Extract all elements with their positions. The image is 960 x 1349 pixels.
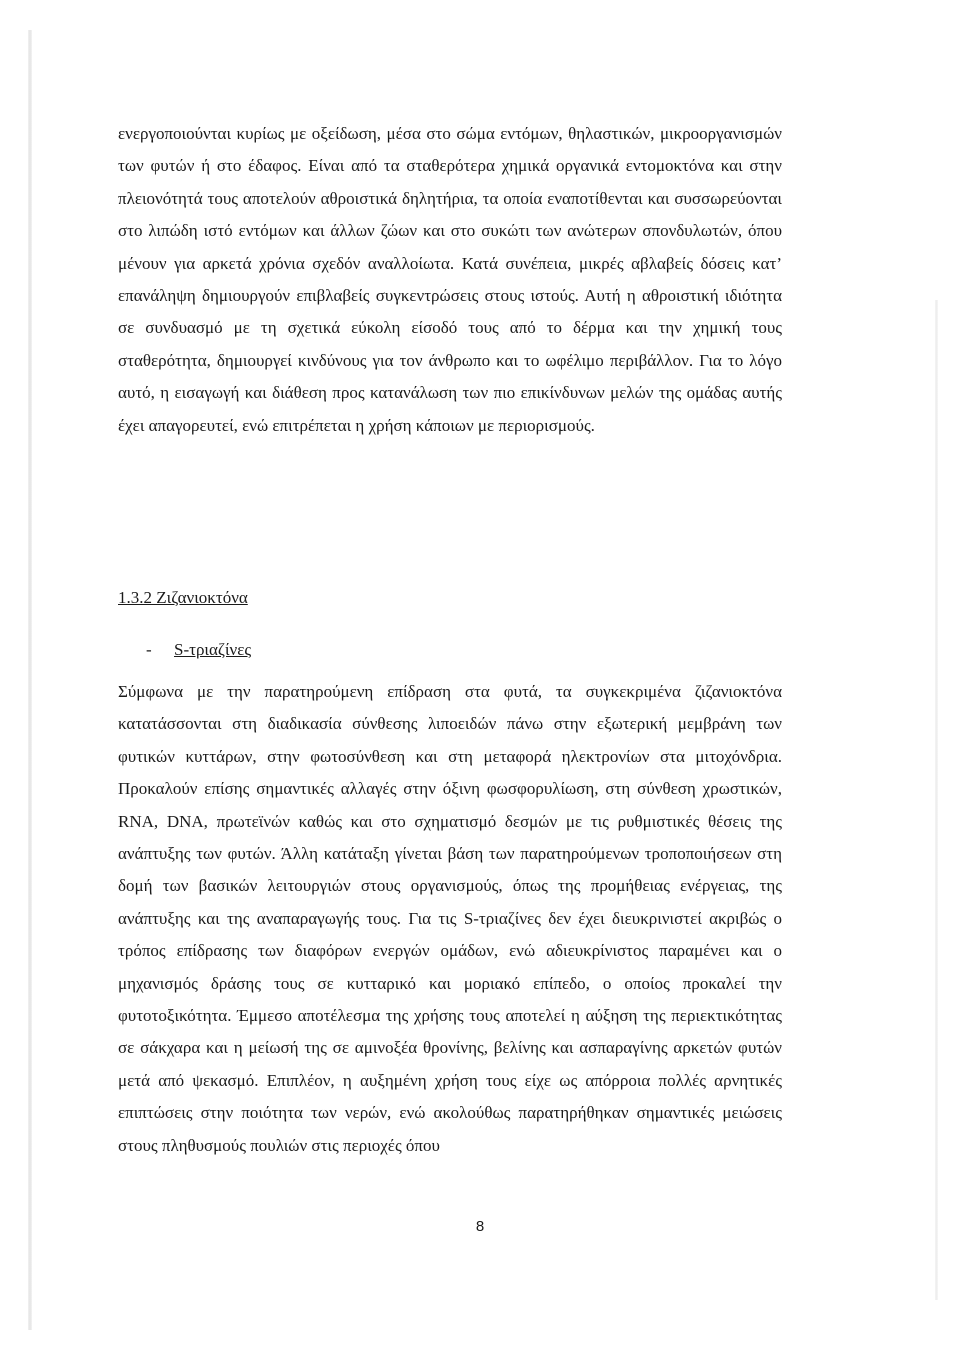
section-heading: 1.3.2 Ζιζανιοκτόνα (118, 588, 248, 607)
subheading (146, 634, 251, 666)
page-number: 8 (475, 1218, 485, 1235)
paragraph-insecticides: ενεργοποιούνται κυρίως με οξείδωση, μέσα στο σώμα εντόμων, θηλαστικών, μικροοργανισμών των φυτών ή στο έδαφος. Είναι από τα σταθερότερα χημικά οργανικά εντομοκτόνα και στην πλειονότητά τους αποτελούν αθροιστικά δηλητήρια, τα οποία εναποτίθενται και συσσωρεύονται στο λιπώδη ιστό εντόμων και άλλων ζώων και στο συκώτι των ανώτερων σπονδυλωτών, όπου μένουν για αρκετά χρόνια σχεδόν αναλλοίωτα. Κατά συνέπεια, μικρές αβλαβείς δόσεις κατ’ επανάληψη δημιουργούν επιβλαβείς συγκεντρώσεις στους ιστούς. Αυτή η αθροιστική ιδιότητα σε συνδυασμό με τη σχετικά εύκολη είσοδό τους από το δέρμα και την χημική τους σταθερότητα, δημιουργεί κινδύνους για τον άνθρωπο και το ωφέλιμο περιβάλλον. Για το λόγο αυτό, η εισαγωγή και διάθεση προς κατανάλωση των πιο επικίνδυνων μελών της ομάδας αυτής έχει απαγορευτεί, ενώ επιτρέπεται η χρήση κάποιων με περιορισμούς. (118, 124, 782, 435)
scan-edge-left (28, 30, 32, 1330)
document-page (118, 118, 782, 1155)
paragraph-triazines: Σύμφωνα με την παρατηρούμενη επίδραση στα φυτά, τα συγκεκριμένα ζιζανιοκτόνα κατατάσσονται στη διαδικασία σύνθεσης λιποειδών πάνω στην εξωτερική μεμβράνη των φυτικών κυττάρων, στην φωτοσύνθεση και στη μεταφορά ηλεκτρονίων στα μιτοχόνδρια. Προκαλούν επίσης σημαντικές αλλαγές στην όξινη φωσφορυλίωση, στη σύνθεση χρωστικών, RNA, DNA, πρωτεϊνών καθώς και στο σχηματισμό δεσμών με τις ρυθμιστικές θέσεις της ανάπτυξης των φυτών. Άλλη κατάταξη γίνεται βάση των παρατηρούμενων τροποποιήσεων στη δομή των βασικών λειτουργιών στους οργανισμούς, όπως της προμήθειας ενέργειας, της ανάπτυξης και της αναπαραγωγής τους. Για τις S-τριαζίνες δεν έχει διευκρινιστεί ακριβώς ο τρόπος επίδρασης των διαφόρων ενεργών ομάδων, ενώ αδιευκρίνιστος παραμένει και ο μηχανισμός δράσης τους σε κυτταρικό και μοριακό επίπεδο, ο οποίος προκαλεί την φυτοτοξικότητα. Έμμεσο αποτέλεσμα της χρήσης τους αποτελεί η αύξηση της περιεκτικότητας σε σάκχαρα και η μείωσή της σε αμινοξέα θρονίνης, βελίνης και ασπαραγίνης αρκετών φυτών μετά από ψεκασμό. Επιπλέον, η αυξημένη χρήση τους είχε ως απόρροια πολλές αρνητικές επιπτώσεις στην ποιότητα των νερών, ενώ ακολούθως παρατηρήθηκαν σημαντικές μειώσεις στους πληθυσμούς πουλιών στις περιοχές όπου (118, 682, 782, 1155)
scan-edge-right (935, 300, 938, 1300)
list-dash: - (146, 640, 152, 659)
subheading-label: S-τριαζίνες (174, 640, 252, 659)
